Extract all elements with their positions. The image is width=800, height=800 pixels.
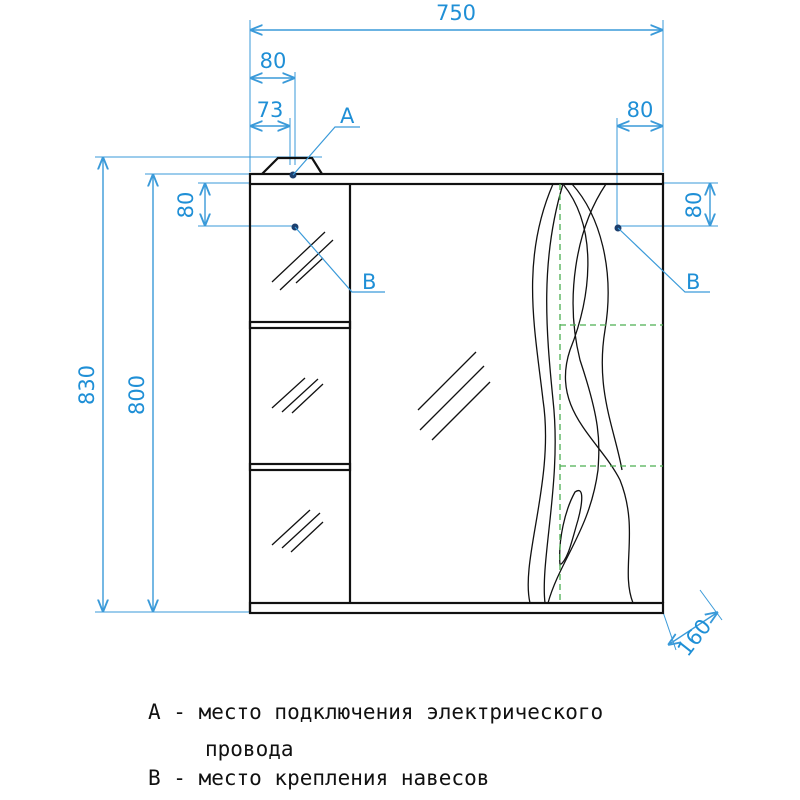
dim-left-offset-outer: 80 bbox=[259, 49, 287, 73]
shelf-1 bbox=[250, 322, 350, 328]
top-socket bbox=[262, 158, 322, 174]
dim-right-height-offset: 80 bbox=[682, 191, 706, 219]
door-handle bbox=[560, 491, 582, 565]
wave-door bbox=[528, 184, 633, 603]
legend-line-a: A - место подключения электрического bbox=[148, 700, 604, 724]
mirror-reflection bbox=[418, 352, 490, 440]
dim-overall-height: 830 bbox=[75, 364, 99, 406]
dim-body-height: 800 bbox=[125, 374, 149, 416]
glass-reflection-middle bbox=[272, 378, 323, 413]
cabinet bbox=[250, 158, 663, 613]
marker-b-right-label: B bbox=[686, 270, 701, 294]
glass-reflection-top bbox=[272, 232, 333, 290]
dim-left-offset-inner: 73 bbox=[256, 98, 284, 122]
glass-reflection-bottom bbox=[272, 510, 323, 552]
dim-right-offset: 80 bbox=[626, 98, 654, 122]
shelf-2 bbox=[250, 464, 350, 470]
dim-overall-width: 750 bbox=[435, 1, 477, 25]
marker-a-label: A bbox=[340, 104, 355, 128]
legend-line-a-cont: провода bbox=[205, 737, 294, 761]
marker-b-left-label: B bbox=[362, 270, 377, 294]
leader-a bbox=[293, 127, 360, 175]
dim-depth: 160 bbox=[672, 614, 717, 661]
bottom-shelf bbox=[250, 603, 663, 613]
legend-line-b: B - место крепления навесов bbox=[148, 766, 490, 790]
top-shelf bbox=[250, 174, 663, 184]
dim-left-height-offset: 80 bbox=[174, 191, 198, 219]
